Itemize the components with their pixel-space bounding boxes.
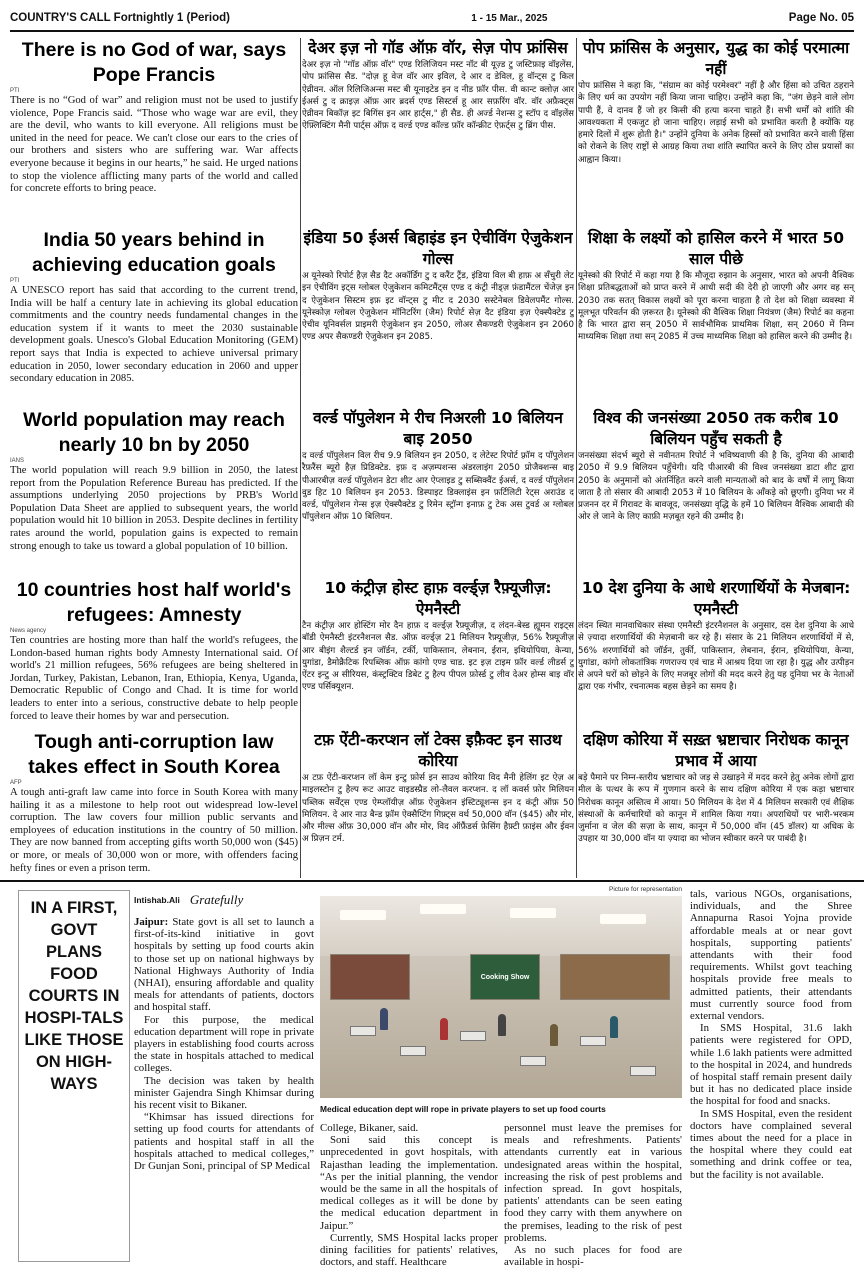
- photo-ceiling: [320, 896, 682, 956]
- article-pope-english: [10, 38, 298, 224]
- column-divider: [576, 38, 577, 878]
- article-headline: दक्षिण कोरिया में सख़्त भ्रष्टाचार निरोधक कानून प्रभाव में आया: [583, 731, 849, 770]
- page-number: Page No. 05: [788, 12, 854, 24]
- article-population-english: [10, 408, 298, 576]
- byline: [134, 888, 314, 912]
- article-education-english: [10, 228, 298, 406]
- article-headline: Tough anti-corruption law takes effect in South Korea: [28, 731, 280, 778]
- person: [440, 1018, 448, 1040]
- article-body: जनसंख्या संदर्भ ब्यूरो से नवीनतम रिपोर्ट ने भविष्यवाणी की है कि, दुनिया की आबादी 2050 में 9.9 बिलियन पहुँचेगी। यदि पीआरबी की विश्व जनसंख्या डाटा शीट द्वारा 2050 के अनुमानों को अंतर्निहित करने वाली मान्यताओं को बाद के वर्षों में लागू किया जाता है तो संसार की आबादी 2053 में 10 बिलियन के आँकड़े को छूएगी। दुनिया भर में प्रजनन दर में गिरावट के बावजूद, जनसंख्या वृद्धि के हमें 10 बिलियन वैश्विक आबादी की ओर ले जाने के लिए काफ़ी मज़बूत रहने की उम्मीद है।: [578, 451, 854, 523]
- dining-table: [460, 1031, 486, 1041]
- ceiling-light: [420, 904, 466, 914]
- photo-caption: Medical education dept will rope in private players to set up food courts: [320, 1104, 606, 1114]
- article-body: A tough anti-graft law came into force in South Korea with many hailing it as a milestone to help root out widespread low-level corruption. The law covers four million public servants and employees of education institutions in the country of 50 million. They are now banned from accepting gifts worth 50,000 won ($45) or more, or meals of 30,000 won or more, with offenders facing hefty fines or even a prison term.: [10, 787, 298, 874]
- page-header: [10, 6, 854, 32]
- article-refugees-english: [10, 578, 298, 728]
- dining-table: [350, 1026, 376, 1036]
- hindi-column: [578, 38, 854, 878]
- article-korea-hindi: [578, 730, 854, 878]
- newspaper-title: COUNTRY'S CALL Fortnightly 1 (Period): [10, 12, 230, 24]
- issue-date: 1 - 15 Mar., 2025: [471, 12, 548, 24]
- article-body: पोप फ्रांसिस ने कहा कि, "संग्राम का कोई परमेश्वर" नहीं है और हिंसा को उचित ठहराने के लिए धर्म का उपयोग नहीं किया जाना चाहिए। उन्होंने कहा कि, "जंग छेड़ने वाले लोग पापी हैं, वे दानव हैं जो हर किसी की हत्या करना चाहते हैं। सभी धर्मों को शांति की आवश्यकता में एकजुट हो जाना चाहिए। लड़ाई सभी को प्रभावित करती है क्योंकि यह हमारे दिलों में शुरू होती है।" उन्होंने दुनिया के अनेक हिस्सों को प्रभावित करने वाली हिंसा को रोकने के लिए राष्ट्रों से आग्रह किया तथा शांति स्थापित करने के लिए ठोस प्रयासों का आह्वान किया।: [578, 81, 854, 165]
- paragraph: For this purpose, the medical education department will rope in private players in establishing food courts across the state in hospitals attached to medical colleges.: [134, 1013, 314, 1075]
- article-korea-transliteration: [302, 730, 574, 878]
- article-headline: विश्व की जनसंख्या 2050 तक करीब 10 बिलियन पहुँच सकती है: [593, 409, 839, 448]
- feature-side-headline: IN A FIRST, GOVT PLANS FOOD COURTS IN HOSPI-TALS LIKE THOSE ON HIGH-WAYS: [18, 890, 130, 1262]
- dining-table: [520, 1056, 546, 1066]
- person: [550, 1024, 558, 1046]
- article-body: There is no “God of war” and religion must not be used to justify violence, Pope Francis said. “Those who wage war are evil, they are the devil, who wants to kill everyone. All religions must be united in the need for peace. We can't close our ears to the cries of our brothers and sisters who are suffering war. War affects everyone because it begins in our hearts,” he said. He urged nations to stop the violence afflicting many parts of the world and called for concrete efforts to bring peace.: [10, 95, 298, 195]
- dining-table: [580, 1036, 606, 1046]
- article-headline: 10 देश दुनिया के आधे शरणार्थियों के मेजबान: एमनैस्टी: [581, 579, 851, 618]
- article-body: द वर्ल्ड पॉपुलेशन विल रीच 9.9 बिलियन इन 2050, द लेटेस्ट रिपोर्ट फ़्रॉम द पॉपुलेशन रैफ़रैंस ब्यूरो हैज़ प्रिडिक्टेड. इफ़ द अज़म्पशन्स अंडरलाइंग 2050 प्रोजैक्शन्स बाइ पीआरबीज़ वर्ल्ड पॉपुलेशन डेटा शीट आर ऐप्लाइड टु सब्सिक्वैंट ईअर्स, द वर्ल्ड पॉपुलेशन वुड हिट 10 बिलियन इन 2053. डिस्पाइट डिक्लाइंस इन फ़र्टिलिटी रेट्स अराउंड द वर्ल्ड, पॉपुलेशन गेन्स इज़ ऐक्स्पैक्टेड टु रिमेन स्ट्रॉन्ग इनाफ़ टु टेक अस टुवर्ड अ ग्लोबल पॉपुलेशन ऑफ़ 10 बिलियन.: [302, 451, 574, 523]
- news-credit: IANS: [10, 458, 25, 464]
- article-headline: India 50 years behind in achieving education goals: [32, 229, 276, 276]
- article-body: अ टफ़ ऐंटी-करप्शन लॉ केम इन्टु फ़ोर्स इन साउथ कोरिया विद मैनी हेलिंग इट ऐज़ अ माइलस्टोन टु हैल्प रूट आउट वाइडस्प्रैड लो-लैवल करप्शन. द लॉ कवर्स फ़ोर मिलियन पब्लिक सर्वेंट्स एण्ड ऐम्प्लॉयीज़ ऑफ़ ऐजुकेशन इंस्टिट्यूशन्स इन द कंट्री ऑफ़ 50 मिलियन. दे आर नाउ बैन्ड फ़्रॉम ऐक्सैप्टिंग गिफ़्ट्स वर्थ 50,000 वॉन ($45) और मोर, और मील्स ऑफ़ 30,000 वॉन और मोर, विद ऑफ़ैंडर्स फ़ेसिंग हैफ़्टी फ़ाइंस और ईवन अ प्रिज़न टर्म.: [302, 773, 574, 845]
- paragraph: The decision was taken by health minister Gajendra Singh Khimsar during his recent visit to Bikaner.: [134, 1074, 314, 1112]
- photo-label: Picture for representation: [609, 886, 682, 893]
- paragraph: Currently, SMS Hospital lacks proper dining facilities for patients' relatives, doctors, and staff. Healthcare: [320, 1231, 498, 1269]
- article-headline: World population may reach nearly 10 bn by 2050: [23, 409, 285, 456]
- article-body: A UNESCO report has said that according to the current trend, India will be half a century late in achieving its global education commitments and the country needs fundamental changes in the education system if it wants to meet the 2030 sustainable development goals. Unesco's Global Education Monitoring (GEM) report says that India is expected to achieve universal primary education in 2050, lower secondary education in 2060 and upper secondary education in 2085.: [10, 285, 298, 385]
- article-headline: 10 countries host half world's refugees: Amnesty: [16, 579, 292, 626]
- food-stall-cooking-show: Cooking Show: [470, 954, 540, 1000]
- article-education-transliteration: [302, 228, 574, 406]
- paragraph: personnel must leave the premises for meals and refreshments. Patients' attendants currently eat in various undesignated areas within the hospital, increasing the risk of pest problems and infection spread. In govt hospitals, patients' attendants can be seen eating food they carry with them anywhere on the premises, leading to the risk of pest problems.: [504, 1122, 682, 1244]
- paragraph: In SMS Hospital, 31.6 lakh patients were registered for OPD, while 1.6 lakh patients were admitted to the hospital in 2024, and hundreds of hospital staff remain present daily but it has no dedicated place inside the hospital for food and snacks.: [690, 1022, 852, 1108]
- article-body: लंदन स्थित मानवाधिकार संस्था एमनैस्टी इंटरनैशनल के अनुसार, दस देश दुनिया के आधे से ज़्यादा शरणार्थियों की मेज़बानी कर रहे हैं। संसार के 21 मिलियन शरणार्थियों में से, 56% शरणार्थियों को जॉर्डन, तुर्की, पाकिस्तान, लेबनान, ईरान, इथियोपिया, केन्या, युगांडा, कांगो लोकतांत्रिक गणराज्य एवं चाड में आश्रय दिया जा रहा है। युद्ध और उत्पीड़न से अपने घरों को छोड़ने के लिए मजबूर लोगों की मदद करने हेतु यह दुनिया भर के नेताओं द्वारा एक गंभीर, रचनात्मक बहस छेड़ने का समय है।: [578, 621, 854, 693]
- article-body: यूनेस्को की रिपोर्ट में कहा गया है कि मौजूदा रुझान के अनुसार, भारत को अपनी वैश्विक शिक्षा प्रतिबद्धताओं को प्राप्त करने में आधी सदी की देरी हो जाएगी और अगर वह सन् 2030 तक सतत् विकास लक्ष्यों को पूरा करना चाहता है तो देश को शिक्षा व्यवस्था में मूलभूत परिवर्तन की ज़रूरत है। यूनेस्को की वैश्विक शिक्षा नियंत्रण (जैम) रिपोर्ट का कहना है कि भारत द्वारा सन् 2050 में सार्वभौमिक प्राथमिक शिक्षा, सन् 2060 में निम्न माध्यमिक शिक्षा तथा सन् 2085 में उच्च माध्यमिक शिक्षा को हासिल करने की उम्मीद है।: [578, 271, 854, 343]
- lead-paragraph: State govt is all set to launch a first-of-its-kind initiative in govt hospitals by setting up food courts akin to those set up on national highways by National Highways Authority of India (NHAI), ensuring affordable and quality meals for attendants of patients, doctors and hospital staff.: [134, 916, 314, 1014]
- article-pope-transliteration: [302, 38, 574, 224]
- article-headline: There is no God of war, says Pope Francis: [21, 39, 287, 86]
- section-divider: [0, 880, 864, 882]
- article-headline: शिक्षा के लक्ष्यों को हासिल करने में भारत 50 साल पीछे: [587, 229, 845, 268]
- ceiling-light: [510, 908, 556, 918]
- article-headline: इंडिया 50 ईअर्स बिहाइंड इन ऐचीविंग ऐजुकेशन गोल्स: [303, 229, 573, 268]
- paragraph: Soni said this concept is unprecedented in govt hospitals, with Rajasthan leading the implementation. “As per the initial planning, the vendor would be the same in all the hospitals of medical colleges as it will be done by the medical education department in Jaipur.”: [320, 1134, 498, 1232]
- article-headline: पोप फ्रांसिस के अनुसार, युद्ध का कोई परमात्मा नहीं: [582, 39, 850, 78]
- news-credit: PTI: [10, 88, 20, 94]
- article-body: देअर इज़ नो "गॉड ऑफ़ वॉर" एण्ड रिलिजियन मस्ट नॉट बी यूज़्ड टु जस्टिफ़ाइ वॉइलेंस, पोप फ्रांसिस सैड. "दोज़ हू वेज वॉर आर इविल, दे आर द डेविल, हू वॉन्ट्स टु किल ऐव्रीवन. ऑल रिलिजिअन्स मस्ट बी यूनाइटेड इन द नीड फ़ॉर पीस. वी कान्ट क्लोज़ आर ईअर्स टु द क्राइज़ ऑफ़ आर ब्रदर्स एण्ड सिस्टर्स हू आर सफ़रिंग वॉर. वॉर अफ़ैक्ट्स ऐव्रीवन बिकॉज़ इट बिगिंस इन आर हार्ट्स," ही सैड. ही अर्ज्ड नेशन्स टु स्टॉप द वॉइलेंस ऐफ़्लिक्टिंग मैनी पार्ट्स ऑफ़ द वर्ल्ड एण्ड कॉल्ड फ़ॉर कॉन्क्रीट ऐफ़र्ट्स टु ब्रिंग पीस.: [302, 60, 574, 132]
- article-headline: 10 कंट्रीज़ होस्ट हाफ़ वर्ल्ड्ज़ रैफ़्यूजीज़: ऐमनैस्टी: [324, 579, 552, 618]
- english-column: [10, 38, 298, 878]
- feature-text-column-4: [690, 888, 852, 1262]
- transliteration-column: [302, 38, 574, 878]
- article-body: टैन कंट्रीज़ आर होस्टिंग मोर दैन हाफ़ द वर्ल्ड्ज़ रैफ़्यूजीज़, द लंदन-बेस्ड ह्यूमन राइट्स बॉडी ऐमनैस्टी इंटरनैशनल सैड. ऑफ़ वर्ल्ड्ज़ 21 मिलियन रैफ़्यूजीज़, 56% रैफ़्यूजीज़ आर बीइंग शैल्टर्ड इन जॉर्डन, टर्की, पाकिस्तान, लेबनान, ईरान, इथियोपिया, केन्या, युगांडा, डैमोक्रैटिक रिपब्लिक ऑफ़ कांगो एण्ड चाड. इट इज़ टाइम फ़ॉर वर्ल्ड लीडर्स टु ऐंटर इन्टु अ सीरियस, कंस्ट्रक्टिव डिबेट टु हैल्प पीपल फ़ोर्स्ड टु लीव देअर होम्स बाइ वॉर एण्ड पर्सिक्यूशन.: [302, 621, 574, 693]
- article-korea-english: [10, 730, 298, 878]
- news-credit: PTI: [10, 278, 20, 284]
- person: [610, 1016, 618, 1038]
- article-pope-hindi: [578, 38, 854, 224]
- article-body: The world population will reach 9.9 billion in 2050, the latest report from the Population Reference Bureau has predicted. If the assumptions underlying 2050 projections by PRB's World Population Data Sheet are applied to subsequent years, the world population would hit 10 billion in 2053. Despite declines in fertility rates around the world, population gains is expected to remain strong enough to take us toward a global population of 10 billion.: [10, 465, 298, 552]
- feature-story: [10, 886, 854, 1268]
- food-court-photo: [320, 896, 682, 1098]
- article-refugees-transliteration: [302, 578, 574, 728]
- article-refugees-hindi: [578, 578, 854, 728]
- dining-table: [630, 1066, 656, 1076]
- byline-name: Intishab.Ali: [134, 895, 180, 905]
- paragraph: College, Bikaner, said.: [320, 1122, 419, 1134]
- article-body: Ten countries are hosting more than half the world's refugees, the London-based human rights body Amnesty International said. Of world's 21 million refugees, 56% refugees are being sheltered in Jordan, Turkey, Pakistan, Lebanon, Iran, Ethiopia, Kenya, Uganda, Democratic Republic of Congo and Chad. It is time for world leaders to enter into a serious, constructive debate to help people forced to leave their homes by war and persecution.: [10, 635, 298, 722]
- news-credit: AFP: [10, 780, 22, 786]
- article-body: बड़े पैमाने पर निम्न-स्तरीय भ्रष्टाचार को जड़ से उखाड़ने में मदद करने हेतु अनेक लोगों द्वारा मील के पत्थर के रूप में गुणगान करने के साथ दक्षिण कोरिया में एक कड़ा भ्रष्टाचार निरोधक कानून अस्तित्व में आया। 50 मिलियन के देश में 4 मिलियन सरकारी एवं शैक्षिक संस्थाओं के कर्मचारियों को कानून में शामिल किया गया। अपराधियों पर भारी-भरकम जुर्माना व जेल की सज़ा के साथ, कानून में 50,000 वॉन (45 डॉलर) या अधिक के उपहार या 30,000 वॉन या ज़्यादा का भोजन स्वीकार करने पर पाबंदी है।: [578, 773, 854, 845]
- paragraph: tals, various NGOs, organisations, individuals, and the Shree Annapurna Rasoi Yojna provide affordable meals at or near govt hospitals, supporting patients' attendants with their food requirements. Whilst govt teaching hospitals provide free meals to admitted patients, their attendants must currently source food from external vendors.: [690, 888, 852, 1023]
- article-headline: वर्ल्ड पॉपुलेशन मे रीच निअरली 10 बिलियन बाइ 2050: [313, 409, 563, 448]
- person: [498, 1014, 506, 1036]
- ceiling-light: [340, 910, 386, 920]
- article-body: अ यूनेस्को रिपोर्ट हैज़ सैड दैट अकॉर्डिंग टु द करैंट ट्रैंड, इंडिया विल बी हाफ़ अ सॅंचुरी लेट इन ऐचीविंग इट्स ग्लोबल ऐजुकेशन कमिटमैंट्स एण्ड द कंट्री नीड्ज़ फ़ंडामैंटल चेंजेज़ इन द ऐजुकेशन सिस्टम इफ़ इट वॉन्ट्स टु मीट द 2030 सस्टेनेबल डिवेलपमैंट गोल्स. यूनेस्कोज़ ग्लोबल ऐजुकेशन मॉनिटरिंग (जैम) रिपोर्ट सेज़ दैट इंडिया इज़ ऐक्स्पैक्टेड टु ऐचीव यूनिवर्सल प्राइमरी ऐजुकेशन इन 2050, लोअर सैकण्डरी ऐजुकेशन इन 2060 एण्ड अपर सैकण्डरी ऐजुकेशन इन 2085.: [302, 271, 574, 343]
- paragraph: “Khimsar has issued directions for setting up food courts for attendants of patients and hospital staff in all the hospitals attached to medical colleges,” Dr Gunjan Soni, principal of SP Medical: [134, 1111, 314, 1173]
- feature-text-column-2: [320, 1122, 498, 1269]
- dining-table: [400, 1046, 426, 1056]
- feature-text-column-3: [504, 1122, 682, 1269]
- article-headline: देअर इज़ नो गॉड ऑफ़ वॉर, सेज़ पोप फ्रांसिस: [308, 39, 568, 57]
- news-credit: News agency: [10, 628, 47, 634]
- paragraph: As no such places for food are available in hospi-: [504, 1244, 682, 1269]
- feature-text-column-1: [134, 916, 314, 1262]
- dateline: Jaipur:: [134, 916, 169, 928]
- article-education-hindi: [578, 228, 854, 406]
- column-divider: [300, 38, 301, 878]
- paragraph: In SMS Hospital, even the resident doctors have complained several times about the need for a place in the hospital where they could eat something and drink coffee or tea, but the facility is not available.: [690, 1107, 852, 1181]
- food-stall: [560, 954, 670, 1000]
- article-population-transliteration: [302, 408, 574, 576]
- food-stall: [330, 954, 410, 1000]
- article-headline: टफ़ ऐंटी-करप्शन लॉ टेक्स इफ़ैक्ट इन साउथ कोरिया: [314, 731, 562, 770]
- ceiling-light: [600, 914, 646, 924]
- article-population-hindi: [578, 408, 854, 576]
- byline-word: Gratefully: [189, 892, 244, 907]
- person: [380, 1008, 388, 1030]
